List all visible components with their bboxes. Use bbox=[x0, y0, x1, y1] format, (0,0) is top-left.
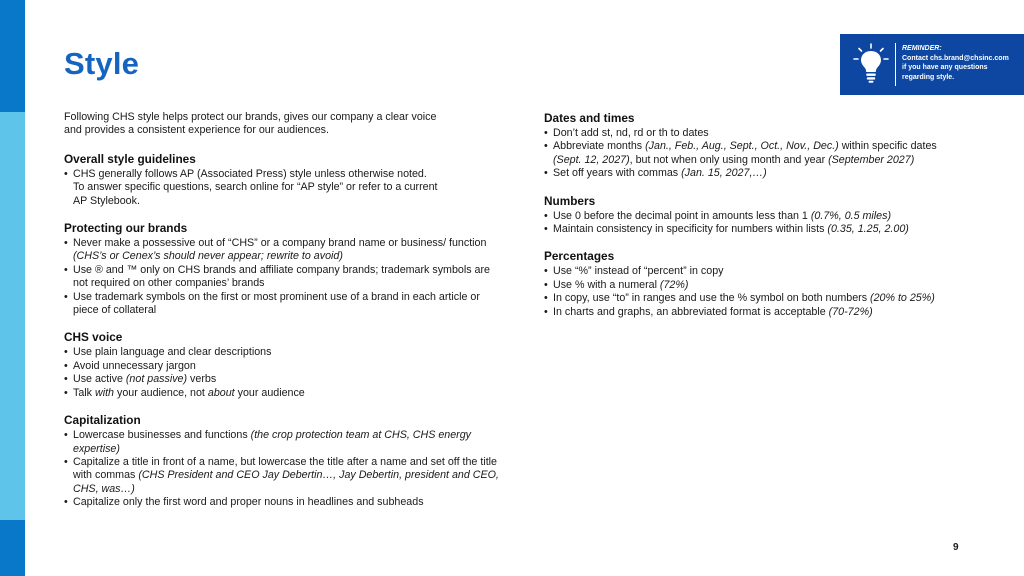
bullet-example: (CHS President and CEO Jay Debertin…, Jay Debertin, president and CEO, CHS, was…) bbox=[73, 469, 499, 495]
bullet-emphasis: about bbox=[207, 386, 235, 399]
bullet-list bbox=[64, 346, 504, 400]
section-percentages bbox=[544, 249, 964, 319]
bullet-text: Use plain language and clear descriptions bbox=[73, 346, 272, 359]
bullet-text: Use active bbox=[73, 373, 126, 386]
list-item bbox=[64, 496, 504, 509]
list-item bbox=[544, 223, 964, 236]
bullet-example: (Jan., Feb., Aug., Sept., Oct., Nov., Dec.) bbox=[645, 140, 839, 153]
intro-paragraph bbox=[64, 111, 504, 138]
bullet-text: your audience, not bbox=[114, 386, 208, 399]
section-heading: Protecting our brands bbox=[64, 221, 188, 236]
list-item bbox=[64, 387, 504, 400]
bullet-text: CHS generally follows AP (Associated Press) style unless otherwise noted. bbox=[73, 167, 427, 180]
accent-bar-top bbox=[0, 0, 25, 112]
list-item bbox=[64, 264, 504, 291]
section-heading: Dates and times bbox=[544, 111, 635, 125]
bullet-list bbox=[544, 210, 964, 237]
bullet-example: (20% to 25%) bbox=[870, 292, 935, 305]
bullet-text: In copy, use “to” in ranges and use the % symbol on both numbers bbox=[553, 292, 871, 305]
section-capitalization bbox=[64, 413, 504, 509]
reminder-text bbox=[902, 44, 1020, 82]
bullet-text: Set off years with commas bbox=[553, 167, 682, 180]
accent-bar-middle bbox=[0, 112, 25, 520]
page-title: Style bbox=[64, 46, 140, 81]
bullet-example: (CHS’s or Cenex’s should never appear; rewrite to avoid) bbox=[73, 250, 343, 263]
bullet-text: Don’t add st, nd, rd or th to dates bbox=[553, 127, 709, 139]
lightbulb-icon bbox=[850, 42, 892, 86]
reminder-line: Contact chs.brand@chsinc.com bbox=[902, 54, 1009, 62]
list-item bbox=[64, 429, 504, 456]
list-item bbox=[544, 265, 964, 278]
bullet-list bbox=[64, 429, 504, 509]
bullet-example: (70-72%) bbox=[828, 305, 873, 318]
left-column bbox=[64, 111, 504, 523]
bullet-text: Talk bbox=[73, 386, 95, 399]
page-number: 9 bbox=[953, 542, 959, 553]
list-item bbox=[64, 291, 504, 318]
bullet-list bbox=[64, 168, 504, 208]
list-item bbox=[544, 140, 964, 167]
bullet-example: (not passive) bbox=[125, 373, 188, 386]
bullet-text: Capitalize a title in front of a name, but lowercase the title after a name and set off the title with commas bbox=[73, 455, 497, 482]
list-item bbox=[544, 210, 964, 223]
accent-bar-bottom bbox=[0, 520, 25, 576]
list-item bbox=[64, 346, 504, 359]
bullet-text: verbs bbox=[187, 373, 217, 386]
bullet-text: Abbreviate months bbox=[553, 140, 646, 153]
section-numbers bbox=[544, 194, 964, 237]
list-item bbox=[544, 306, 964, 319]
section-heading: Overall style guidelines bbox=[64, 151, 196, 166]
bullet-text: Use “%” instead of “percent” in copy bbox=[553, 265, 724, 278]
bullet-example: (September 2027) bbox=[828, 153, 915, 166]
reminder-line: if you have any questions bbox=[902, 64, 988, 71]
list-item bbox=[544, 279, 964, 292]
reminder-divider bbox=[895, 43, 896, 86]
bullet-text: within specific dates bbox=[838, 140, 937, 153]
bullet-list bbox=[64, 237, 504, 317]
right-column bbox=[544, 111, 964, 332]
bullet-text: Lowercase businesses and functions bbox=[73, 429, 251, 442]
bullet-subtext: AP Stylebook. bbox=[73, 194, 140, 207]
bullet-text: In charts and graphs, an abbreviated format is acceptable bbox=[553, 305, 829, 318]
section-chs-voice bbox=[64, 330, 504, 400]
bullet-example: (the crop protection team at CHS, CHS energy expertise) bbox=[73, 429, 472, 455]
list-item bbox=[544, 167, 964, 180]
bullet-text: Maintain consistency in specificity for numbers within lists bbox=[553, 223, 828, 236]
bullet-list bbox=[544, 127, 964, 181]
bullet-text: Use ® and ™ only on CHS brands and affiliate company brands; trademark symbols are not required on other companies’ brands bbox=[73, 263, 490, 290]
reminder-box bbox=[840, 34, 1024, 95]
bullet-text: Capitalize only the first word and proper nouns in headlines and subheads bbox=[73, 496, 424, 509]
list-item bbox=[544, 127, 964, 140]
intro-line: Following CHS style helps protect our brands, gives our company a clear voice bbox=[64, 111, 437, 123]
reminder-line: regarding style. bbox=[902, 73, 955, 81]
bullet-text: , but not when only using month and year bbox=[629, 153, 829, 166]
list-item bbox=[64, 456, 504, 496]
section-dates-times bbox=[544, 111, 964, 181]
bullet-text: Never make a possessive out of “CHS” or a company brand name or business/ function bbox=[73, 237, 487, 250]
section-protecting-brands bbox=[64, 221, 504, 317]
list-item bbox=[64, 168, 504, 208]
bullet-example: (Sept. 12, 2027) bbox=[553, 153, 630, 166]
bullet-example: (72%) bbox=[659, 278, 689, 291]
list-item bbox=[544, 292, 964, 305]
reminder-heading: REMINDER: bbox=[902, 45, 942, 52]
list-item bbox=[64, 237, 504, 264]
bullet-example: (Jan. 15, 2027,…) bbox=[681, 167, 767, 180]
list-item bbox=[64, 360, 504, 373]
bullet-example: (0.35, 1.25, 2.00) bbox=[827, 223, 909, 236]
bullet-text: Avoid unnecessary jargon bbox=[73, 359, 196, 372]
section-heading: Percentages bbox=[544, 249, 615, 264]
bullet-text: Use trademark symbols on the first or most prominent use of a brand in each article or piece of collateral bbox=[73, 290, 480, 317]
bullet-text: Use 0 before the decimal point in amounts less than 1 bbox=[553, 209, 811, 222]
bullet-text: your audience bbox=[234, 386, 305, 399]
section-overall-style bbox=[64, 152, 504, 208]
bullet-text: Use % with a numeral bbox=[553, 278, 660, 291]
section-heading: Numbers bbox=[544, 193, 596, 208]
section-heading: Capitalization bbox=[64, 413, 141, 428]
bullet-subtext: To answer specific questions, search online for “AP style” or refer to a current bbox=[73, 181, 438, 194]
list-item bbox=[64, 373, 504, 386]
section-heading: CHS voice bbox=[64, 330, 123, 345]
intro-line: and provides a consistent experience for our audiences. bbox=[64, 124, 329, 137]
bullet-list bbox=[544, 265, 964, 319]
bullet-emphasis: with bbox=[94, 386, 114, 399]
bullet-example: (0.7%, 0.5 miles) bbox=[810, 209, 892, 222]
